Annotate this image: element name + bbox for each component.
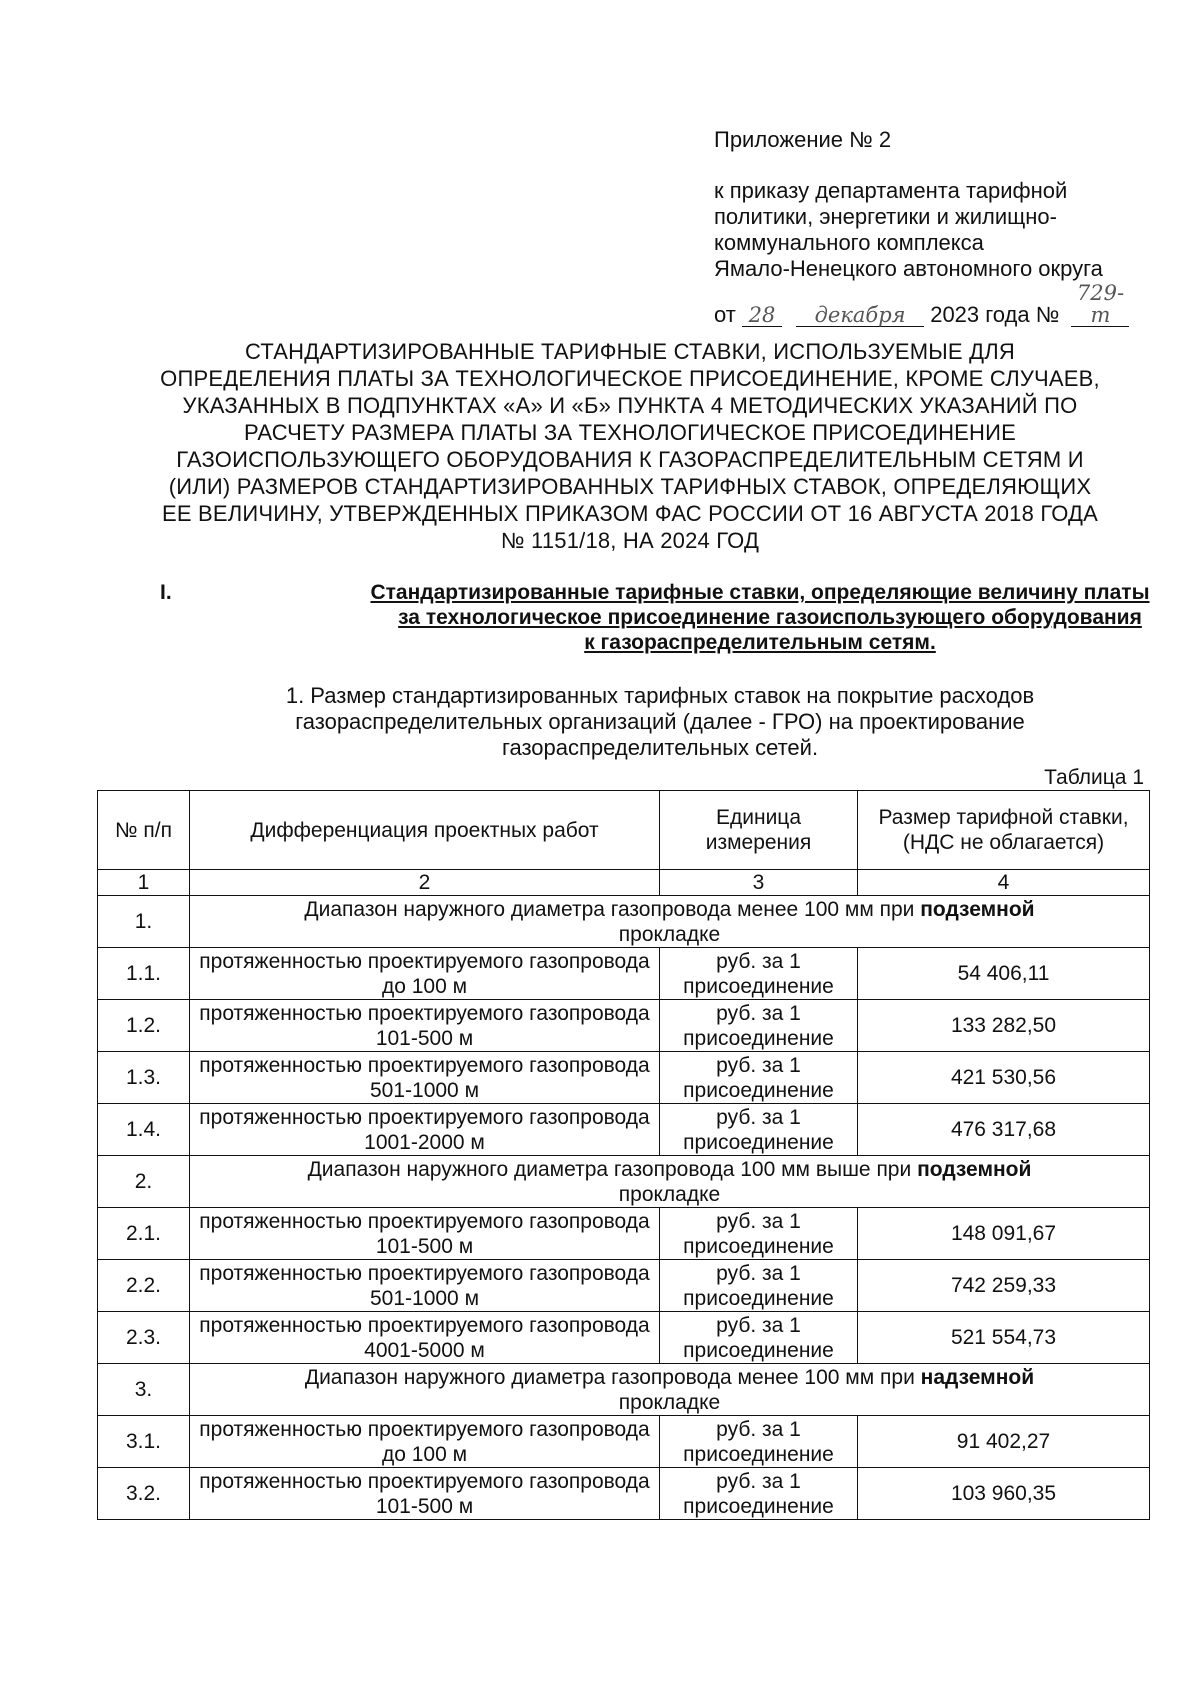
row-number: 2.1. — [98, 1208, 190, 1260]
section-title — [230, 580, 1200, 655]
date-year-text: 2023 года № — [930, 302, 1060, 327]
annex-title: Приложение № 2 — [714, 127, 892, 152]
table-row — [98, 1052, 1150, 1104]
title-line: СТАНДАРТИЗИРОВАННЫЕ ТАРИФНЫЕ СТАВКИ, ИСПОЛЬЗУЕМЫЕ ДЛЯ — [245, 339, 1015, 364]
row-description: протяженностью проектируемого газопровода до 100 м — [190, 948, 660, 1000]
row-unit: руб. за 1 присоединение — [660, 948, 858, 1000]
row-rate-value: 521 554,73 — [858, 1312, 1150, 1364]
row-rate-value: 421 530,56 — [858, 1052, 1150, 1104]
document-title — [100, 338, 1160, 554]
annex-date-line — [714, 282, 1129, 328]
table-row — [98, 1000, 1150, 1052]
row-number: 1.2. — [98, 1000, 190, 1052]
column-number-row — [98, 870, 1150, 896]
table-row — [98, 1312, 1150, 1364]
row-rate-value: 54 406,11 — [858, 948, 1150, 1000]
row-rate-value: 476 317,68 — [858, 1104, 1150, 1156]
row-unit: руб. за 1 присоединение — [660, 1260, 858, 1312]
column-number-cell: 1 — [98, 870, 190, 896]
row-description: протяженностью проектируемого газопровода 501-1000 м — [190, 1260, 660, 1312]
table-caption: Таблица 1 — [1044, 766, 1144, 789]
title-line: УКАЗАННЫХ В ПОДПУНКТАХ «А» И «Б» ПУНКТА 4 МЕТОДИЧЕСКИХ УКАЗАНИЙ ПО — [182, 393, 1078, 418]
row-unit: руб. за 1 присоединение — [660, 1416, 858, 1468]
row-number: 1.4. — [98, 1104, 190, 1156]
table-group-row — [98, 1364, 1150, 1416]
row-description: протяженностью проектируемого газопровода 101-500 м — [190, 1000, 660, 1052]
row-unit: руб. за 1 присоединение — [660, 1468, 858, 1520]
annex-line: коммунального комплекса — [714, 230, 984, 255]
row-number: 3.1. — [98, 1416, 190, 1468]
row-description: протяженностью проектируемого газопровода до 100 м — [190, 1416, 660, 1468]
group-number: 1. — [98, 896, 190, 948]
group-title — [190, 1364, 1150, 1416]
table-header-row — [98, 791, 1150, 870]
row-number: 1.1. — [98, 948, 190, 1000]
tariff-table — [97, 790, 1150, 1520]
group-title-laying: подземной — [920, 897, 1035, 921]
header-cell-works: Дифференциация проектных работ — [190, 791, 660, 870]
row-description: протяженностью проектируемого газопровода 4001-5000 м — [190, 1312, 660, 1364]
section-number: I. — [160, 581, 172, 604]
row-rate-value: 133 282,50 — [858, 1000, 1150, 1052]
row-number: 2.2. — [98, 1260, 190, 1312]
row-unit: руб. за 1 присоединение — [660, 1052, 858, 1104]
group-title-text: Диапазон наружного диаметра газопровода 100 мм выше при — [307, 1157, 912, 1181]
row-number: 2.3. — [98, 1312, 190, 1364]
header-cell-unit: Единица измерения — [660, 791, 858, 870]
group-number: 2. — [98, 1156, 190, 1208]
title-line: ОПРЕДЕЛЕНИЯ ПЛАТЫ ЗА ТЕХНОЛОГИЧЕСКОЕ ПРИСОЕДИНЕНИЕ, КРОМЕ СЛУЧАЕВ, — [160, 366, 1100, 391]
row-rate-value: 148 091,67 — [858, 1208, 1150, 1260]
section-title-line: Стандартизированные тарифные ставки, определяющие величину платы — [370, 581, 1150, 604]
handwritten-order-number: 729-т — [1071, 282, 1129, 327]
group-title-text: прокладке — [618, 1182, 721, 1206]
table-group-row — [98, 1156, 1150, 1208]
title-line: РАСЧЕТУ РАЗМЕРА ПЛАТЫ ЗА ТЕХНОЛОГИЧЕСКОЕ ПРИСОЕДИНЕНИЕ — [243, 420, 1017, 445]
table-row — [98, 1416, 1150, 1468]
annex-block — [714, 127, 1129, 328]
row-rate-value: 103 960,35 — [858, 1468, 1150, 1520]
annex-line: политики, энергетики и жилищно- — [714, 204, 1057, 229]
paragraph-1 — [180, 683, 1140, 761]
date-prefix: от — [714, 302, 736, 327]
row-number: 1.3. — [98, 1052, 190, 1104]
section-title-line: за технологическое присоединение газоиспользующего оборудования — [398, 606, 1142, 629]
column-number-cell: 3 — [660, 870, 858, 896]
group-title-laying: подземной — [917, 1157, 1032, 1181]
handwritten-month: декабря — [796, 304, 924, 327]
table-row — [98, 1468, 1150, 1520]
row-description: протяженностью проектируемого газопровода 1001-2000 м — [190, 1104, 660, 1156]
title-line: (ИЛИ) РАЗМЕРОВ СТАНДАРТИЗИРОВАННЫХ ТАРИФНЫХ СТАВОК, ОПРЕДЕЛЯЮЩИХ — [168, 474, 1092, 499]
group-title-laying: надземной — [920, 1365, 1035, 1389]
group-title — [190, 1156, 1150, 1208]
paragraph-line: газораспределительных организаций (далее - ГРО) на проектирование — [295, 709, 1025, 734]
table-row — [98, 1208, 1150, 1260]
column-number-cell: 2 — [190, 870, 660, 896]
row-description: протяженностью проектируемого газопровода 501-1000 м — [190, 1052, 660, 1104]
title-line: ЕЕ ВЕЛИЧИНУ, УТВЕРЖДЕННЫХ ПРИКАЗОМ ФАС РОССИИ ОТ 16 АВГУСТА 2018 ГОДА — [161, 501, 1099, 526]
table-row — [98, 1260, 1150, 1312]
row-unit: руб. за 1 присоединение — [660, 1000, 858, 1052]
annex-line: к приказу департамента тарифной — [714, 178, 1068, 203]
group-number: 3. — [98, 1364, 190, 1416]
row-description: протяженностью проектируемого газопровода 101-500 м — [190, 1468, 660, 1520]
table-row — [98, 948, 1150, 1000]
header-cell-number: № п/п — [98, 791, 190, 870]
section-title-line: к газораспределительным сетям. — [584, 631, 936, 654]
annex-line: Ямало-Ненецкого автономного округа — [714, 256, 1103, 281]
column-number-cell: 4 — [858, 870, 1150, 896]
table-row — [98, 1104, 1150, 1156]
title-line: ГАЗОИСПОЛЬЗУЮЩЕГО ОБОРУДОВАНИЯ К ГАЗОРАСПРЕДЕЛИТЕЛЬНЫМ СЕТЯМ И — [176, 447, 1084, 472]
table-group-row — [98, 896, 1150, 948]
row-unit: руб. за 1 присоединение — [660, 1104, 858, 1156]
row-unit: руб. за 1 присоединение — [660, 1312, 858, 1364]
paragraph-line: газораспределительных сетей. — [501, 735, 819, 760]
group-title — [190, 896, 1150, 948]
group-title-text: Диапазон наружного диаметра газопровода менее 100 мм при — [304, 1365, 915, 1389]
group-title-text: прокладке — [618, 922, 721, 946]
group-title-text: Диапазон наружного диаметра газопровода менее 100 мм при — [304, 897, 915, 921]
header-cell-rate: Размер тарифной ставки, (НДС не облагается) — [858, 791, 1150, 870]
row-number: 3.2. — [98, 1468, 190, 1520]
row-description: протяженностью проектируемого газопровода 101-500 м — [190, 1208, 660, 1260]
group-title-text: прокладке — [618, 1390, 721, 1414]
handwritten-day: 28 — [742, 304, 782, 327]
paragraph-line: 1. Размер стандартизированных тарифных ставок на покрытие расходов — [285, 683, 1035, 708]
row-rate-value: 91 402,27 — [858, 1416, 1150, 1468]
row-unit: руб. за 1 присоединение — [660, 1208, 858, 1260]
row-rate-value: 742 259,33 — [858, 1260, 1150, 1312]
title-line: № 1151/18, НА 2024 ГОД — [500, 528, 760, 553]
